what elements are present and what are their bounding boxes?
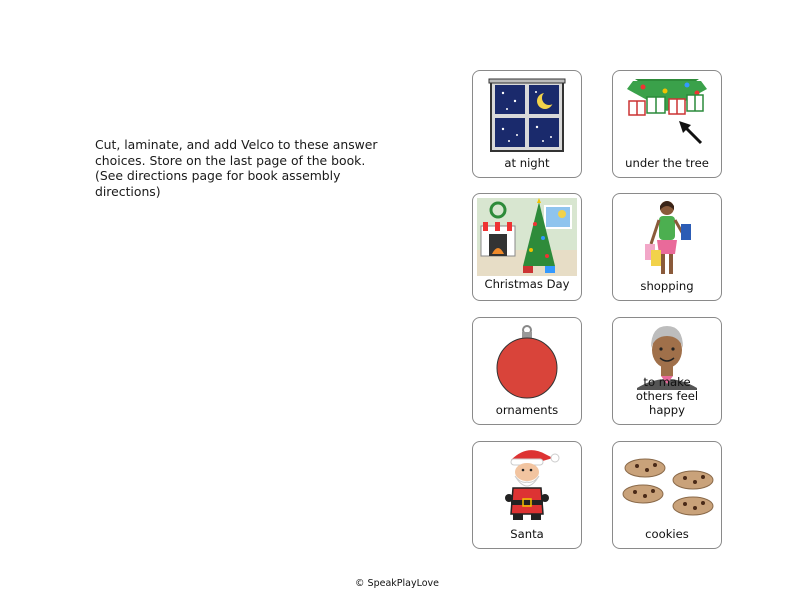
answer-card-shopping[interactable] xyxy=(612,193,722,301)
card-label-santa: Santa xyxy=(510,527,544,541)
answer-card-to-make-others-feel-happy[interactable] xyxy=(612,317,722,425)
card-label-ornaments: ornaments xyxy=(495,403,559,417)
answer-card-santa[interactable] xyxy=(472,441,582,549)
presents-under-tree-icon xyxy=(613,71,721,155)
card-label-cookies: cookies xyxy=(645,527,689,541)
shopping-woman-icon xyxy=(613,194,721,278)
card-label-christmas-day: Christmas Day xyxy=(484,277,570,291)
card-label-at-night: at night xyxy=(504,156,550,170)
christmas-room-icon xyxy=(473,194,581,278)
answer-card-christmas-day[interactable] xyxy=(472,193,582,301)
night-window-icon xyxy=(473,71,581,155)
cookies-icon xyxy=(613,442,721,526)
answer-card-cookies[interactable] xyxy=(612,441,722,549)
card-label-under-the-tree: under the tree xyxy=(625,156,709,170)
answer-card-under-the-tree[interactable] xyxy=(612,70,722,178)
copyright-text: © SpeakPlayLove xyxy=(355,578,439,589)
answer-card-ornaments[interactable] xyxy=(472,317,582,425)
card-label-to-make-others-feel-happy: to make others feel happy xyxy=(635,375,699,417)
santa-icon xyxy=(473,442,581,526)
answer-card-at-night[interactable] xyxy=(472,70,582,178)
card-label-shopping: shopping xyxy=(640,279,694,293)
ornament-icon xyxy=(473,318,581,402)
instructions-text: Cut, laminate, and add Velco to these answer choices. Store on the last page of the book. (See directions page for book assembly directions) xyxy=(95,137,378,199)
